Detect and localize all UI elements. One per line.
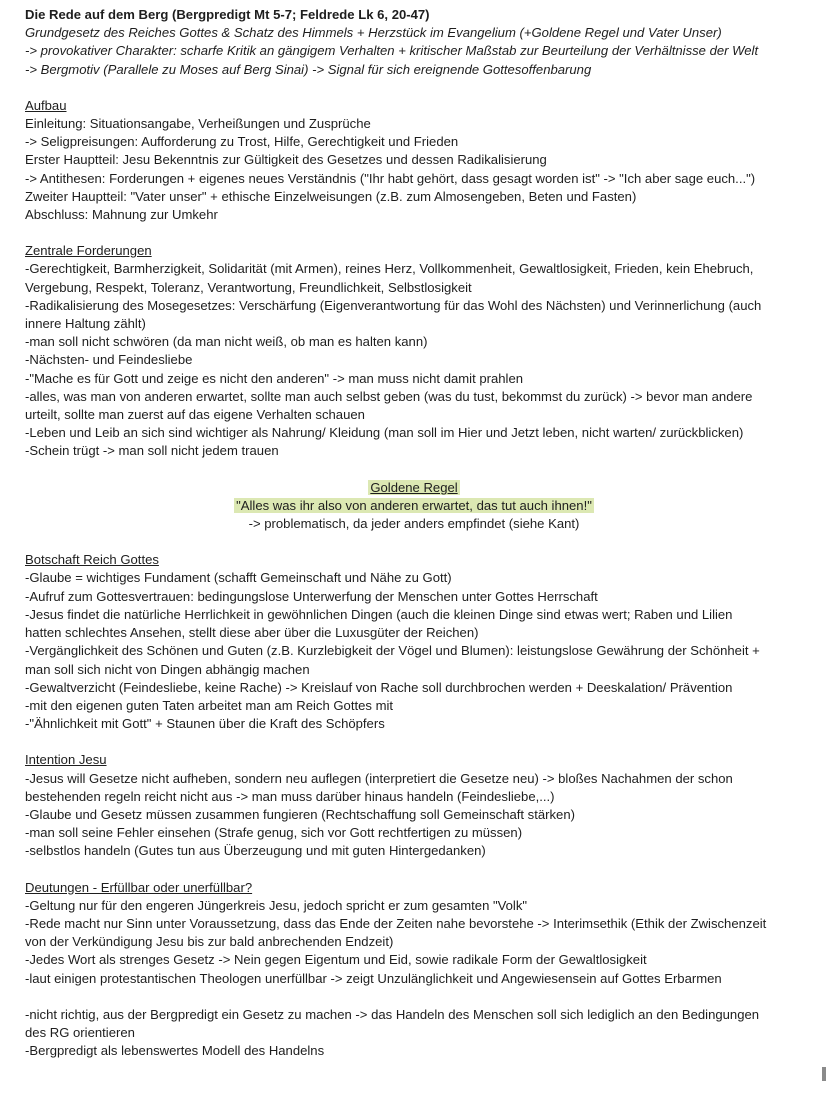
text-line: Vergebung, Respekt, Toleranz, Verantwortung, Freundlichkeit, Selbstlosigkeit <box>25 279 472 295</box>
text-line: -mit den eigenen guten Taten arbeitet man am Reich Gottes mit <box>25 697 394 713</box>
text-line: -Radikalisierung des Mosegesetzes: Verschärfung (Eigenverantwortung für das Wohl des Nächsten) und Verinnerlichung (auch <box>25 297 762 313</box>
text-line: des RG orientieren <box>25 1024 135 1040</box>
text-line: -Schein trügt -> man soll nicht jedem trauen <box>25 443 279 459</box>
section-zentrale-forderungen <box>25 242 828 460</box>
text-line: innere Haltung zählt) <box>25 316 146 332</box>
text-line: -laut einigen protestantischen Theologen unerfüllbar -> zeigt Unzulänglichkeit und Angewiesensein auf Gottes Erbarmen <box>25 970 722 986</box>
section-intention-jesu <box>25 751 828 860</box>
text-line: -alles, was man von anderen erwartet, sollte man auch selbst geben (was du tust, bekommst du zurück) -> bevor man andere <box>25 388 753 404</box>
text-line: -Vergänglichkeit des Schönen und Guten (z.B. Kurzlebigkeit der Vögel und Blumen): leistungslose Gewährung der Schönheit + <box>25 643 760 659</box>
text-line: man soll sich nicht von Dingen abhängig machen <box>25 661 310 677</box>
intro-line: -> Bergmotiv (Parallele zu Moses auf Berg Sinai) -> Signal für sich ereignende Gottesoffenbarung <box>25 61 592 77</box>
document-title: Die Rede auf dem Berg (Bergpredigt Mt 5-7; Feldrede Lk 6, 20-47) <box>25 7 430 22</box>
text-line: bestehenden regeln reicht nicht aus -> man muss darüber hinaus handeln (Feindesliebe,...) <box>25 788 555 804</box>
section-botschaft-reich-gottes <box>25 551 828 733</box>
text-line: -"Mache es für Gott und zeige es nicht den anderen" -> man muss nicht damit prahlen <box>25 370 524 386</box>
text-line: -Glaube = wichtiges Fundament (schafft Gemeinschaft und Nähe zu Gott) <box>25 570 452 586</box>
text-line: -Leben und Leib an sich sind wichtiger als Nahrung/ Kleidung (man soll im Hier und Jetzt leben, nicht warten/ zurückblicken) <box>25 425 744 441</box>
text-line: von der Verkündigung Jesu bis zur bald anbrechenden Endzeit) <box>25 934 394 950</box>
text-line: Zweiter Hauptteil: "Vater unser" + ethische Einzelweisungen (z.B. zum Almosengeben, Beten und Fasten) <box>25 188 637 204</box>
text-line: -Nächsten- und Feindesliebe <box>25 352 193 368</box>
section-heading: Zentrale Forderungen <box>25 243 152 259</box>
text-line: -> Antithesen: Forderungen + eigenes neues Verständnis ("Ihr habt gehört, dass gesagt worden ist" -> "Ich aber sage euch...") <box>25 170 756 186</box>
section-deutungen <box>25 879 828 1061</box>
text-line: -Jesus findet die natürliche Herrlichkeit in gewöhnlichen Dingen (auch die kleinen Dinge sind etwas wert; Raben und Lilien <box>25 606 733 622</box>
intro-line: Grundgesetz des Reiches Gottes & Schatz des Himmels + Herzstück im Evangelium (+Goldene Regel und Vater Unser) <box>25 25 722 41</box>
text-line: -> Seligpreisungen: Aufforderung zu Trost, Hilfe, Gerechtigkeit und Frieden <box>25 134 459 150</box>
text-line: -nicht richtig, aus der Bergpredigt ein Gesetz zu machen -> das Handeln des Menschen soll sich lediglich an den Bedingungen <box>25 1006 760 1022</box>
text-line: Einleitung: Situationsangabe, Verheißungen und Zusprüche <box>25 116 371 132</box>
scroll-edge-marker <box>822 1067 826 1081</box>
text-line: -Jedes Wort als strenges Gesetz -> Nein gegen Eigentum und Eid, sowie radikale Form der Gewaltlosigkeit <box>25 952 647 968</box>
section-goldene-regel <box>25 479 828 534</box>
section-heading: Intention Jesu <box>25 752 107 768</box>
text-line: -Gerechtigkeit, Barmherzigkeit, Solidarität (mit Armen), reines Herz, Vollkommenheit, Gewaltlosigkeit, Frieden, kein Ehebruch, <box>25 261 754 277</box>
goldene-regel-note: -> problematisch, da jeder anders empfindet (siehe Kant) <box>248 516 580 532</box>
text-line: -man soll seine Fehler einsehen (Strafe genug, sich vor Gott rechtfertigen zu müssen) <box>25 825 523 841</box>
text-line: urteilt, sollte man zuerst auf das eigene Verhalten schauen <box>25 407 365 423</box>
goldene-regel-heading: Goldene Regel <box>370 479 458 495</box>
text-line: -selbstlos handeln (Gutes tun aus Überzeugung und mit guten Hintergedanken) <box>25 843 486 859</box>
text-line: -Glaube und Gesetz müssen zusammen fungieren (Rechtschaffung soll Gemeinschaft stärken) <box>25 806 575 822</box>
text-line: -Aufruf zum Gottesvertrauen: bedingungslose Unterwerfung der Menschen unter Gottes Herrschaft <box>25 588 598 604</box>
text-line: -Jesus will Gesetze nicht aufheben, sondern neu auflegen (interpretiert die Gesetze neu) -> bloßes Nachahmen der schon <box>25 770 733 786</box>
text-line: -Geltung nur für den engeren Jüngerkreis Jesu, jedoch spricht er zum gesamten "Volk" <box>25 897 528 913</box>
goldene-regel-quote: "Alles was ihr also von anderen erwartet, das tut auch ihnen!" <box>236 497 592 513</box>
text-line: -Rede macht nur Sinn unter Voraussetzung, dass das Ende der Zeiten nahe bevorstehe -> Interimsethik (Ethik der Zwischenzeit <box>25 915 767 931</box>
text-line: -man soll nicht schwören (da man nicht weiß, ob man es halten kann) <box>25 334 428 350</box>
text-line: Abschluss: Mahnung zur Umkehr <box>25 207 218 223</box>
text-line: -Bergpredigt als lebenswertes Modell des Handelns <box>25 1043 325 1059</box>
text-line: Erster Hauptteil: Jesu Bekenntnis zur Gültigkeit des Gesetzes und dessen Radikalisierung <box>25 152 547 168</box>
section-heading: Botschaft Reich Gottes <box>25 552 159 568</box>
section-heading: Aufbau <box>25 97 67 113</box>
text-line: hatten schlechtes Ansehen, stellt diese aber über die Luxusgüter der Reichen) <box>25 625 479 641</box>
text-line: -Gewaltverzicht (Feindesliebe, keine Rache) -> Kreislauf von Rache soll durchbrochen werden + Deeskalation/ Prävention <box>25 679 733 695</box>
section-aufbau <box>25 97 828 224</box>
section-heading: Deutungen - Erfüllbar oder unerfüllbar? <box>25 879 253 895</box>
intro-line: -> provokativer Charakter: scharfe Kritik an gängigem Verhalten + kritischer Maßstab zur Beurteilung der Verhältnisse der Welt <box>25 43 759 59</box>
text-line: -"Ähnlichkeit mit Gott" + Staunen über die Kraft des Schöpfers <box>25 716 385 732</box>
